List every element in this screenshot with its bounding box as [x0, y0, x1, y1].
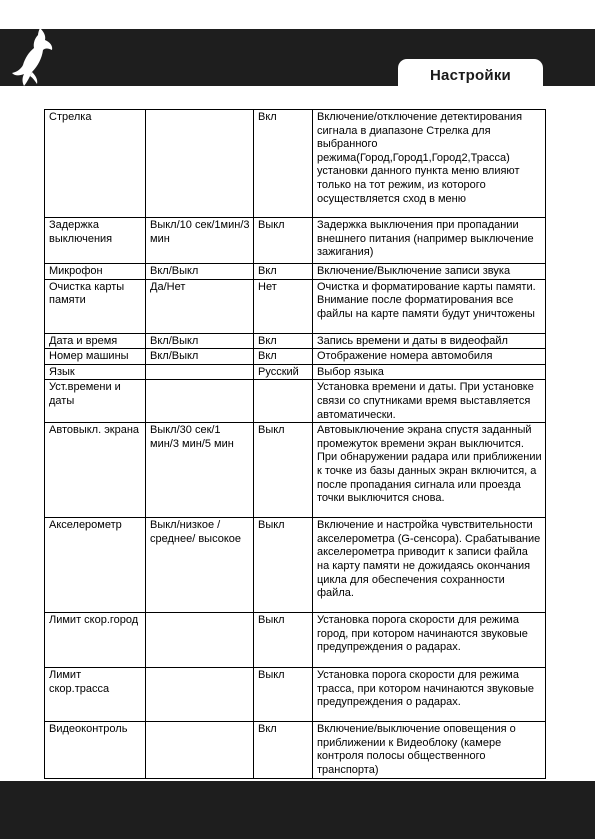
setting-options-cell [146, 110, 254, 218]
setting-name-cell: Номер машины [45, 349, 146, 365]
setting-description-cell: Включение и настройка чувствительности акселерометра (G-сенсора). Срабатывание акселерометра приводит к записи файла на карту памяти не дожидаясь окончания цикла для обеспечения сохранности файла. [313, 518, 546, 613]
setting-description-cell: Автовыключение экрана спустя заданный промежуток времени экран выключится. При обнаружении радара или приближении к точке из базы данных экран включится, а после пропадания сигнала или проезда точки выключится снова. [313, 423, 546, 518]
table-row [45, 279, 546, 333]
setting-description-cell: Включение/отключение детектирования сигнала в диапазоне Стрелка для выбранного режима(Город,Город1,Город2,Трасса) установки данного пункта меню влияют только на тот режим, из которого осуществляется сход в меню [313, 110, 546, 218]
setting-name-cell: Дата и время [45, 333, 146, 349]
table-row [45, 613, 546, 668]
setting-description-cell: Установка порога скорости для режима трасса, при котором начинаются звуковые предупреждения о радарах. [313, 668, 546, 722]
setting-options-cell: Да/Нет [146, 279, 254, 333]
setting-default-cell: Вкл [254, 110, 313, 218]
setting-default-cell: Вкл [254, 722, 313, 778]
setting-options-cell: Выкл/10 сек/1мин/3 мин [146, 218, 254, 264]
setting-description-cell: Установка времени и даты. При установке связи со спутниками время выставляется автоматически. [313, 380, 546, 423]
setting-default-cell: Вкл [254, 264, 313, 280]
setting-options-cell [146, 722, 254, 778]
setting-name-cell: Стрелка [45, 110, 146, 218]
setting-description-cell: Включение/выключение оповещения о приближении к Видеоблоку (камере контроля полосы общественного транспорта) [313, 722, 546, 778]
setting-description-cell: Выбор языка [313, 364, 546, 380]
table-row [45, 349, 546, 365]
setting-default-cell: Нет [254, 279, 313, 333]
setting-default-cell: Выкл [254, 613, 313, 668]
setting-options-cell: Выкл/низкое / среднее/ высокое [146, 518, 254, 613]
setting-default-cell [254, 380, 313, 423]
setting-options-cell [146, 668, 254, 722]
setting-description-cell: Запись времени и даты в видеофайл [313, 333, 546, 349]
setting-description-cell: Включение/Выключение записи звука [313, 264, 546, 280]
setting-name-cell: Задержка выключения [45, 218, 146, 264]
setting-name-cell: Микрофон [45, 264, 146, 280]
setting-description-cell: Задержка выключения при пропадании внешнего питания (например выключение зажигания) [313, 218, 546, 264]
setting-name-cell: Видеоконтроль [45, 722, 146, 778]
table-row [45, 423, 546, 518]
setting-default-cell: Выкл [254, 518, 313, 613]
setting-description-cell: Очистка и форматирование карты памяти. Внимание после форматирования все файлы на карте памяти будут уничтожены [313, 279, 546, 333]
setting-name-cell: Уст.времени и даты [45, 380, 146, 423]
setting-default-cell: Вкл [254, 333, 313, 349]
section-title: Настройки [430, 67, 511, 84]
setting-options-cell [146, 380, 254, 423]
setting-name-cell: Язык [45, 364, 146, 380]
setting-default-cell: Русский [254, 364, 313, 380]
settings-table [44, 109, 546, 779]
table-row [45, 364, 546, 380]
eagle-icon [10, 26, 54, 88]
setting-name-cell: Автовыкл. экрана [45, 423, 146, 518]
setting-options-cell: Выкл/30 сек/1 мин/3 мин/5 мин [146, 423, 254, 518]
table-row [45, 264, 546, 280]
table-row [45, 518, 546, 613]
setting-name-cell: Акселерометр [45, 518, 146, 613]
setting-name-cell: Лимит скор.трасса [45, 668, 146, 722]
setting-options-cell: Вкл/Выкл [146, 349, 254, 365]
footer-band [0, 781, 595, 839]
setting-options-cell: Вкл/Выкл [146, 333, 254, 349]
setting-description-cell: Отображение номера автомобиля [313, 349, 546, 365]
setting-default-cell: Вкл [254, 349, 313, 365]
setting-options-cell [146, 613, 254, 668]
setting-name-cell: Очистка карты памяти [45, 279, 146, 333]
table-row [45, 380, 546, 423]
table-row [45, 110, 546, 218]
table-row [45, 668, 546, 722]
setting-default-cell: Выкл [254, 668, 313, 722]
table-row [45, 722, 546, 778]
setting-default-cell: Выкл [254, 218, 313, 264]
table-row [45, 333, 546, 349]
setting-description-cell: Установка порога скорости для режима город, при котором начинаются звуковые предупреждения о радарах. [313, 613, 546, 668]
setting-options-cell [146, 364, 254, 380]
setting-options-cell: Вкл/Выкл [146, 264, 254, 280]
section-tab [398, 59, 543, 86]
setting-default-cell: Выкл [254, 423, 313, 518]
table-row [45, 218, 546, 264]
setting-name-cell: Лимит скор.город [45, 613, 146, 668]
